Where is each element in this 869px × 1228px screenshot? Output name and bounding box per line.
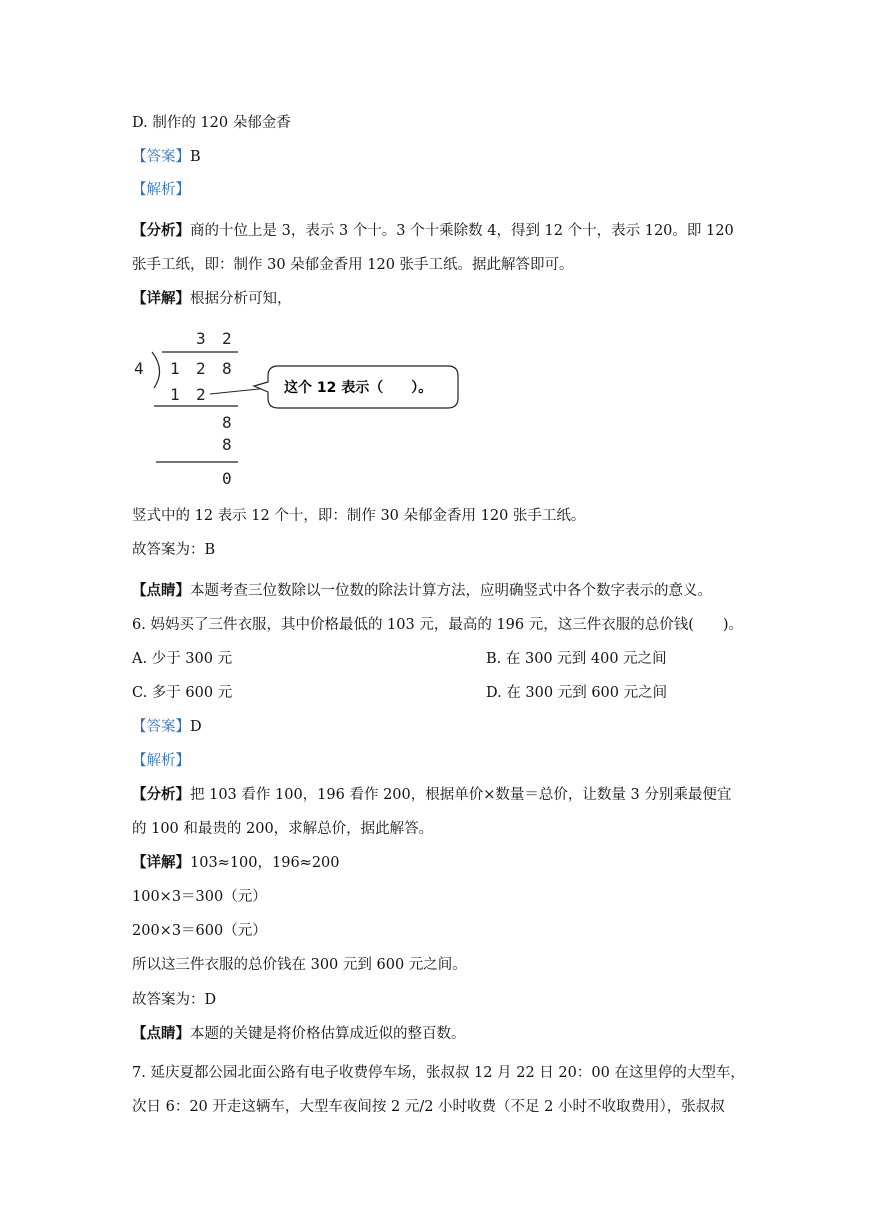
dividend-digit-1: 1 — [170, 359, 180, 378]
q6-analysis-heading — [132, 752, 190, 770]
answer-tag: 【答案】 — [132, 149, 190, 165]
answer-value: B — [190, 149, 201, 165]
question-6-stem: 6. 妈妈买了三件衣服，其中价格最低的 103 元，最高的 196 元，这三件衣服的总价钱( )。 — [132, 617, 744, 633]
analysis-heading — [132, 181, 190, 199]
q6-dianjing-text: 本题的关键是将价格估算成近似的整百数。 — [190, 1026, 466, 1042]
question-7-stem-line-1: 7. 延庆夏都公园北面公路有电子收费停车场，张叔叔 12 月 22 日 20：00 在这里停的大型车， — [132, 1065, 745, 1081]
explain-line: 竖式中的 12 表示 12 个十，即：制作 30 朵郁金香用 120 张手工纸。 — [132, 508, 586, 524]
q6-fenxi-line-2: 的 100 和最贵的 200，求解总价，据此解答。 — [132, 821, 434, 837]
fenxi-tag: 【分析】 — [132, 222, 190, 239]
q6-calc-2: 200×3＝600（元） — [132, 923, 267, 939]
division-bracket — [152, 352, 160, 388]
q6-calc-1: 100×3＝300（元） — [132, 889, 267, 905]
option-d: D. 制作的 120 朵郁金香 — [132, 115, 291, 131]
conclusion-line: 故答案为：B — [132, 542, 216, 558]
quotient-digit-ones: 2 — [222, 329, 232, 348]
q6-answer-line — [132, 718, 202, 736]
analysis-tag: 【解析】 — [132, 182, 190, 198]
question-7-stem-line-2: 次日 6：20 开走这辆车，大型车夜间按 2 元/2 小时收费（不足 2 小时不收取费用），张叔叔 — [132, 1099, 725, 1115]
q6-answer-value: D — [190, 719, 202, 735]
remainder-1: 8 — [222, 413, 232, 432]
answer-line — [132, 148, 201, 166]
q6-option-c: C. 多于 600 元 — [132, 685, 233, 701]
q6-xiangjie-line — [132, 854, 340, 872]
q6-option-b: B. 在 300 元到 400 元之间 — [486, 651, 667, 667]
fenxi-line-1 — [132, 222, 734, 240]
quotient-digit-tens: 3 — [196, 329, 206, 348]
q6-conclusion: 故答案为：D — [132, 992, 217, 1008]
q6-dianjing-tag: 【点睛】 — [132, 1025, 190, 1042]
xiangjie-text: 根据分析可知， — [190, 291, 292, 307]
dianjing-tag: 【点睛】 — [132, 582, 190, 599]
final-remainder: 0 — [222, 469, 232, 488]
callout-text: 这个 12 表示（ ）。 — [284, 380, 433, 396]
product-1-digit-2: 2 — [196, 385, 206, 404]
dianjing-text: 本题考查三位数除以一位数的除法计算方法，应明确竖式中各个数字表示的意义。 — [190, 583, 712, 599]
dianjing-line — [132, 582, 712, 600]
q6-analysis-tag: 【解析】 — [132, 753, 190, 769]
fenxi-text: 商的十位上是 3，表示 3 个十。3 个十乘除数 4，得到 12 个十，表示 120。即 120 — [190, 223, 734, 239]
product-1-digit-1: 1 — [170, 385, 180, 404]
dividend-digit-3: 8 — [222, 359, 232, 378]
q6-option-a: A. 少于 300 元 — [132, 651, 233, 667]
q6-result: 所以这三件衣服的总价钱在 300 元到 600 元之间。 — [132, 957, 467, 973]
q6-fenxi-line-1 — [132, 786, 731, 804]
q6-answer-tag: 【答案】 — [132, 719, 190, 735]
q6-xiangjie-tag: 【详解】 — [132, 854, 190, 871]
q6-fenxi-text: 把 103 看作 100，196 看作 200，根据单价×数量＝总价，让数量 3 分别乘最便宜 — [190, 787, 732, 803]
xiangjie-line — [132, 290, 292, 308]
q6-option-d: D. 在 300 元到 600 元之间 — [486, 685, 668, 701]
product-2: 8 — [222, 435, 232, 454]
long-division-figure — [126, 322, 466, 492]
q6-fenxi-tag: 【分析】 — [132, 786, 190, 803]
dividend-digit-2: 2 — [196, 359, 206, 378]
q6-xiangjie-text: 103≈100，196≈200 — [190, 855, 340, 871]
xiangjie-tag: 【详解】 — [132, 290, 190, 307]
fenxi-line-2: 张手工纸，即：制作 30 朵郁金香用 120 张手工纸。据此解答即可。 — [132, 257, 574, 273]
divisor: 4 — [134, 359, 144, 378]
q6-dianjing-line — [132, 1025, 466, 1043]
